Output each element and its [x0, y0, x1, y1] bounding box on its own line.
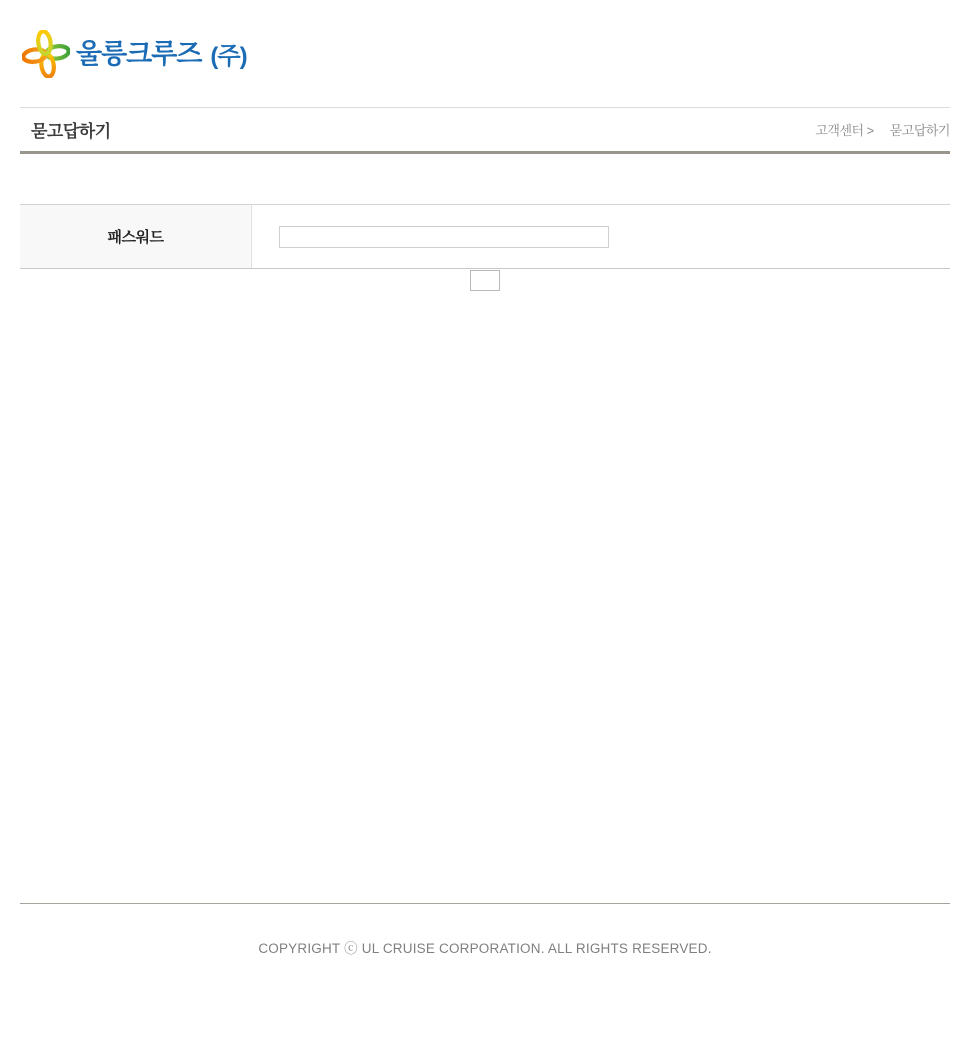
logo-link[interactable]: [20, 30, 247, 78]
title-bar: [20, 107, 950, 154]
brand-suffix: (주): [210, 43, 247, 70]
brand-name: 울릉크루즈: [76, 39, 202, 69]
password-label: 패스워드: [20, 205, 252, 268]
breadcrumb-separator: >: [866, 123, 874, 138]
footer: [20, 903, 950, 957]
copyright-text: COPYRIGHT ⓒ UL CRUISE CORPORATION. ALL RIGHTS RESERVED.: [258, 941, 712, 956]
password-input-cell: [252, 205, 950, 268]
submit-button[interactable]: [470, 270, 500, 291]
content-container: [20, 0, 950, 291]
header: [20, 0, 950, 107]
password-form-table: [20, 204, 950, 269]
password-input[interactable]: [279, 226, 609, 248]
breadcrumb-parent-link[interactable]: 고객센터: [815, 123, 864, 138]
page-title: 묻고답하기: [31, 122, 111, 141]
pinwheel-flower-icon: [22, 30, 70, 78]
breadcrumb-current: 묻고답하기: [889, 123, 950, 138]
breadcrumb: [815, 120, 950, 139]
